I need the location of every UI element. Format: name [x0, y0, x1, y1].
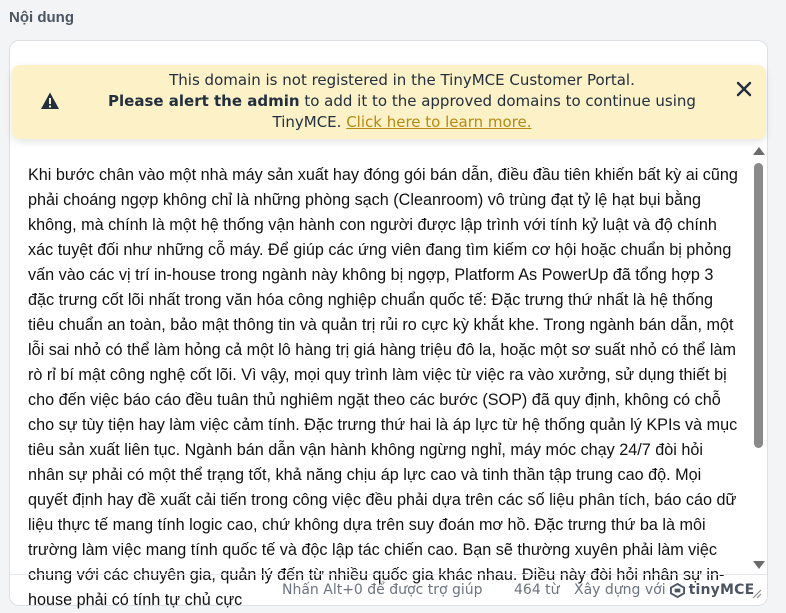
- tinymce-logo-icon: [670, 583, 685, 598]
- built-with-text: Xây dựng với: [574, 582, 666, 598]
- notice-strong-text: Please alert the admin: [108, 92, 300, 110]
- tinymce-branding[interactable]: [574, 582, 754, 598]
- warning-icon: [40, 91, 60, 111]
- domain-warning-banner: [12, 65, 766, 139]
- notice-line-2: [72, 91, 732, 133]
- scroll-up-arrow-icon[interactable]: [753, 147, 765, 155]
- field-label: Nội dung: [9, 9, 74, 26]
- help-hint: Nhấn Alt+0 để được trợ giúp: [282, 582, 483, 598]
- close-icon: [736, 81, 752, 97]
- editor-statusbar: [10, 574, 767, 606]
- rich-text-editor: [9, 40, 768, 609]
- word-count[interactable]: 464 từ: [514, 582, 560, 598]
- scrollbar-thumb[interactable]: [754, 163, 763, 448]
- content-scrollbar[interactable]: [750, 143, 768, 571]
- notice-line-1: This domain is not registered in the TinyMCE Customer Portal.: [169, 71, 635, 89]
- close-notice-button[interactable]: [732, 77, 756, 101]
- tinymce-brand-name: tinyMCE: [688, 582, 755, 598]
- scroll-down-arrow-icon[interactable]: [753, 561, 765, 569]
- resize-handle-icon[interactable]: [752, 587, 762, 603]
- learn-more-link[interactable]: Click here to learn more.: [346, 113, 532, 131]
- content-paragraph: Khi bước chân vào một nhà máy sản xuất hay đóng gói bán dẫn, điều đầu tiên khiến bất kỳ ai cũng phải choáng ngợp không chỉ là những phòng sạch (Cleanroom) vô trùng đạt tỷ lệ hạt bụi bằng không, mà chính là một hệ thống vận hành con người được lập trình với tính kỷ luật và độ chính xác tuyệt đối như những cỗ máy. Để giúp các ứng viên đang tìm kiếm cơ hội hoặc chuẩn bị phỏng vấn vào các vị trí in-house trong ngành này không bị ngợp, Platform As PowerUp đã tổng hợp 3 đặc trưng cốt lõi nhất trong văn hóa công nghiệp chuẩn quốc tế: Đặc trưng thứ nhất là hệ thống tiêu chuẩn an toàn, bảo mật thông tin và quản trị rủi ro cực kỳ khắt khe. Trong ngành bán dẫn, một lỗi sai nhỏ có thể làm hỏng cả một lô hàng trị giá hàng triệu đô la, hoặc một sơ suất nhỏ có thể làm rò rỉ bí mật công nghệ cốt lõi. Vì vậy, mọi quy trình làm việc từ việc ra vào xưởng, sử dụng thiết bị cho đến việc báo cáo đều tuân thủ nghiêm ngặt theo các bước (SOP) đã quy định, không có chỗ cho sự tùy tiện hay làm việc cảm tính. Đặc trưng thứ hai là áp lực từ hệ thống quản lý KPIs và mục tiêu sản xuất liên tục. Ngành bán dẫn vận hành không ngừng nghỉ, máy móc chạy 24/7 đòi hỏi nhân sự phải có một thể trạng tốt, khả năng chịu áp lực cao và tinh thần tập trung cao độ. Mọi quyết định hay đề xuất cải tiến trong công việc đều phải dựa trên các số liệu phân tích, báo cáo dữ liệu thực tế mang tính logic cao, chứ không dựa trên suy đoán mơ hồ. Đặc trưng thứ ba là môi trường làm việc mang tính quốc tế và độc lập tác chiến cao. Bạn sẽ thường xuyên phải làm việc chung với các chuyên gia, quản lý đến từ nhiều quốc gia khác nhau. Điều này đòi hỏi nhân sự in-house phải có tính tự chủ cực: [28, 166, 738, 609]
- notice-text: to add it to the approved domains to continue using TinyMCE.: [272, 92, 696, 131]
